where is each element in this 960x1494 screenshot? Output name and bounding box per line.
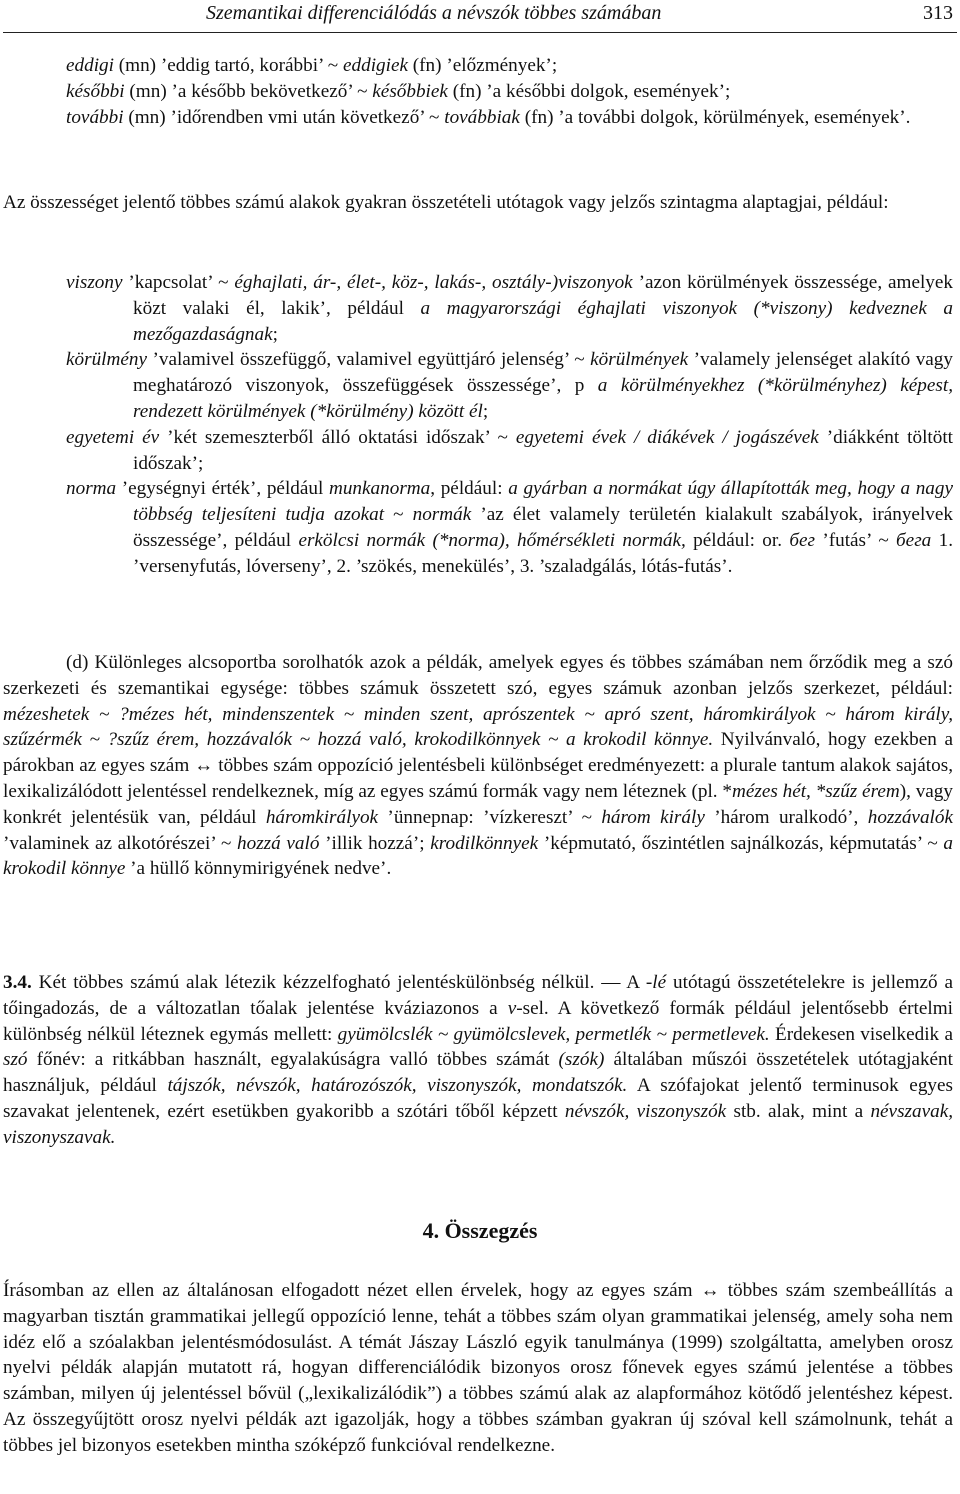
- running-header: [3, 0, 957, 33]
- section-heading: 4. Összegzés: [422, 1218, 538, 1243]
- list-item: eddigi (mn) ’eddig tartó, korábbi’ ~ eddigiek (fn) ’előzmények’;: [66, 55, 558, 76]
- paragraph-summary: Írásomban az ellen az általánosan elfogadott nézet ellen érvelek, hogy az egyes szám ↔ többes szám szembeállítás a magyarban tisztán grammatikai jellegű oppozíció lenne, tehát a többes szám olyan grammatikai jelenség, amely soha nem idéz elő a szóalakban jelentésmódosulást. A témát Jászay László egyik tanulmánya (1999) szolgáltatta, amelyben orosz nyelvi példák alapján mutatott rá, hogyan differenciálódik bizonyos orosz főnevek egyes számú jelentése a többes számban, milyen új jelentéssel bővül („lexikalizálódik”) a többes számú alak az alapformához kötődő jelentéshez képest. Az összegyűjtött orosz nyelvi példák azt igazolják, hogy a többes számban gyakran új szóval kell számolnunk, tehát a többes jel bizonyos esetekben mintha szóképző funkcióval rendelkezne.: [3, 1280, 953, 1456]
- example-list-1: [66, 53, 953, 130]
- running-title: Szemantikai differenciálódás a névszók többes számában: [206, 2, 662, 24]
- list-item: egyetemi év ’két szemeszterből álló oktatási időszak’ ~ egyetemi évek / diákévek / jogászévek ’diákként töltött időszak’;: [66, 426, 953, 474]
- list-item: norma ’egységnyi érték’, például munkanorma, például: a gyárban a normákat úgy állapították meg, hogy a nagy többség teljesíteni tudja azokat ~ normák ’az élet valamely területén kialakult szabályok, irányelvek összessége’, például erkölcsi normák (*norma), hőmérsékleti normák, például: or. бег ’futás’ ~ бега 1. ’versenyfutás, lóverseny’, 2. ’szökés, menekülés’, 3. ’szaladgálás, lótás-futás’.: [66, 478, 953, 577]
- paragraph-3-4: 3.4. Két többes számú alak létezik kézzelfogható jelentéskülönbség nélkül. — A -lé utótagú összetételekre is jellemző a tőingadozás, de a változatlan tőalak jelentése kváziazonos a v-sel. A következő formák például jelentősebb értelmi különbség nélkül léteznek egymás mellett: gyümölcslék ~ gyümölcslevek, permetlék ~ permetlevek. Érdekesen viselkedik a szó főnév: a ritkábban használt, egyalakúságra valló többes számát (szók) általában műszói összetételek utótagjaként használjuk, például tájszók, névszók, határozószók, viszonyszók, mondatszók. A szófajokat jelentő terminusok egyes szavakat jelentenek, ezért esetükben gyakoribb a szótári tőből képzett névszók, viszonyszók stb. alak, mint a névszavak, viszonyszavak.: [3, 972, 954, 1148]
- list-item: körülmény ’valamivel összefüggő, valamivel együttjáró jelenség’ ~ körülmények ’valamely jelenséget alakító vagy meghatározó viszonyok, összefüggések összessége’, p a körülményekhez (*körülményhez) képest, rendezett körülmények (*körülmény) között él;: [66, 349, 953, 422]
- paragraph-d: (d) Különleges alcsoportba sorolhatók azok a példák, amelyek egyes és többes számában nem őrződik meg a szó szerkezeti és szemantikai egysége: többes számuk összetett szó, egyes számuk azonban jelzős szerkezet, például: mézeshetek ~ ?mézes hét, mindenszentek ~ minden szent, aprószentek ~ apró szent, háromkirályok ~ három király, szűzérmék ~ ?szűz érem, hozzávalók ~ hozzá való, krokodilkönnyek ~ a krokodil könnye. Nyilvánvaló, hogy ezekben a párokban az egyes szám ↔ többes szám oppozíció jelentésbeli különbséget eredményezett: a plurale tantum alakok sajátos, lexikalizálódott jelentéssel rendelkeznek, míg az egyes számú formák vagy nem léteznek (pl. *mézes hét, *szűz érem), vagy konkrét jelentésük van, például háromkirályok ’ünnepnap: ’vízkereszt’ ~ három király ’három uralkodó’, hozzávalók ’valaminek az alkotórészei’ ~ hozzá való ’illik hozzá’; krodilkönnyek ’képmutató, őszintétlen sajnálkozás, képmutatás’ ~ a krokodil könnye ’a hüllő könnymirigyének nedve’.: [3, 652, 953, 880]
- paragraph-intro: Az összességet jelentő többes számú alakok gyakran összetételi utótagok vagy jelzős szintagma alaptagjai, például:: [3, 192, 889, 213]
- list-item: viszony ’kapcsolat’ ~ éghajlati, ár-, élet-, köz-, lakás-, osztály-)viszonyok ’azon körülmények összessége, amelyek közt valaki él, lakik’, például a magyarországi éghajlati viszonyok (*viszony) kedveznek a mezőgazdaságnak;: [66, 272, 954, 345]
- page-number: 313: [923, 2, 953, 24]
- list-item: későbbi (mn) ’a később bekövetkező’ ~ későbbiek (fn) ’a későbbi dolgok, események’;: [66, 80, 731, 102]
- list-item: további (mn) ’időrendben vmi után következő’ ~ továbbiak (fn) ’a további dolgok, körülmények, események’.: [66, 106, 911, 128]
- example-list-2: [66, 270, 953, 580]
